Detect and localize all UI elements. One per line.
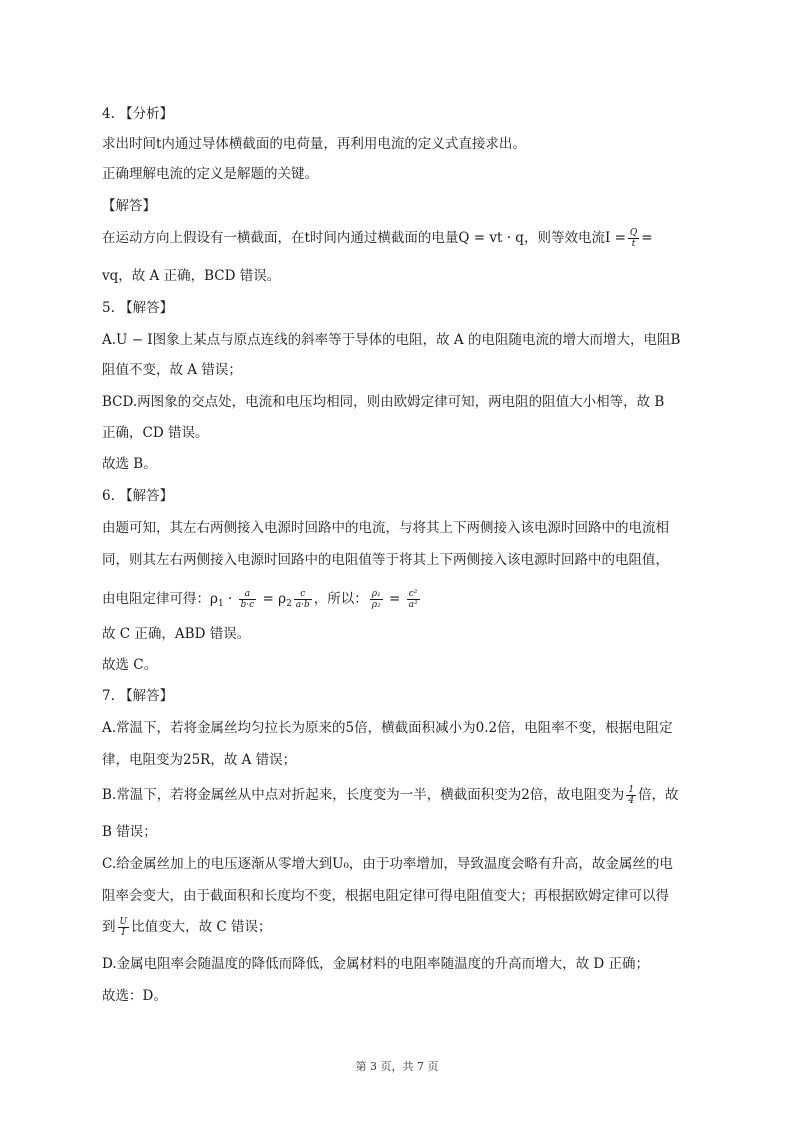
fraction-numerator: Q	[629, 228, 638, 238]
fraction-u-over-i	[118, 917, 130, 938]
q5-line-5: 故选 B。	[102, 456, 157, 472]
q4-heading: 4. 【分析】	[102, 106, 174, 122]
q5-line-3: BCD.两图象的交点处，电流和电压均相同，则由欧姆定律可知，两电阻的阻值大小相等，故 B	[102, 394, 665, 410]
q4-solution-text: 在运动方向上假设有一横截面，在t时间内通过横截面的电量Q = vt · q，则等效电流I =	[102, 230, 626, 246]
fraction-a-over-bc	[239, 589, 257, 610]
q7-line-9: 故选：D。	[102, 988, 167, 1004]
q4-analysis-line-2: 正确理解电流的定义是解题的关键。	[102, 166, 318, 182]
fraction-denominator: ρ₂	[371, 600, 381, 610]
q7-line-4: B 错误；	[102, 824, 157, 840]
q6-line-1: 由题可知，其左右两侧接入电源时回路中的电流，与将其上下两侧接入该电源时回路中的电流相	[102, 520, 669, 536]
fraction-c2-over-a2	[407, 589, 420, 610]
q7-line-5: C.给金属丝加上的电压逐渐从零增大到U₀，由于功率增加，导致温度会略有升高，故金属丝的电	[102, 856, 673, 872]
q6-line-2: 同，则其左右两侧接入电源时回路中的电阻值等于将其上下两侧接入该电源时回路中的电阻值，	[102, 552, 669, 568]
so-text: ，所以：	[313, 591, 368, 607]
q6-heading: 6. 【解答】	[102, 488, 174, 504]
q7-b-text: B.常温下，若将金属丝从中点对折起来，长度变为一半，横截面积变为2倍，故电阻变为	[102, 787, 625, 803]
subscript-1: 1	[217, 599, 224, 609]
q7-line-6: 阻率会变大，由于截面积和长度均不变，根据电阻定律可得电阻值变大；再根据欧姆定律可以得	[102, 888, 669, 904]
q4-solution-line-2: vq，故 A 正确，BCD 错误。	[102, 268, 281, 284]
fraction-denominator: t	[631, 239, 636, 249]
equals-rho: = ρ	[258, 591, 287, 607]
q7-line-1: A.常温下，若将金属丝均匀拉长为原来的5倍，横截面积减小为0.2倍，电阻率不变，根据电阻定	[102, 720, 673, 736]
q6-line-5: 故选 C。	[102, 657, 158, 673]
q5-line-1: A.U − I图象上某点与原点连线的斜率等于导体的电阻，故 A 的电阻随电流的增大而增大，电阻B	[102, 332, 681, 348]
fraction-numerator: c²	[407, 589, 420, 600]
formula-prefix: 由电阻定律可得：ρ	[102, 591, 218, 607]
q7-line-2: 律，电阻变为25R，故 A 错误；	[102, 752, 297, 768]
q6-line-4: 故 C 正确，ABD 错误。	[102, 626, 251, 642]
q6-formula-line	[102, 586, 702, 612]
q7-heading: 7. 【解答】	[102, 688, 174, 704]
fraction-denominator: b·c	[240, 600, 255, 610]
current-fraction	[628, 228, 639, 249]
q7-c-prefix: 到	[102, 919, 116, 935]
q7-b-tail: 倍，故	[638, 787, 679, 803]
dot-operator: ·	[223, 591, 237, 607]
fraction-numerator: a	[239, 589, 257, 600]
subscript-2: 2	[286, 599, 292, 609]
q5-line-4: 正确，CD 错误。	[102, 425, 209, 441]
fraction-denominator: 4	[628, 796, 635, 806]
q5-line-2: 阻值不变，故 A 错误；	[102, 362, 242, 378]
fraction-denominator: a·b	[295, 600, 310, 610]
fraction-numerator: c	[294, 589, 312, 600]
fraction-rho-ratio	[370, 589, 383, 610]
fraction-numerator: 1	[628, 785, 635, 795]
fraction-c-over-ab	[294, 589, 312, 610]
q4-solution-line-1	[102, 228, 702, 248]
fraction-denominator: I	[121, 928, 126, 938]
fraction-numerator: ρ₁	[371, 589, 381, 599]
page-footer: 第 3 页，共 7 页	[355, 1060, 439, 1073]
equals-sign: =	[641, 230, 653, 246]
q7-c-tail: 比值变大，故 C 错误；	[131, 919, 272, 935]
fraction-numerator: U	[119, 917, 128, 927]
fraction-one-quarter	[626, 785, 636, 806]
fraction-denominator: a²	[408, 600, 418, 610]
equals-sign: =	[384, 591, 405, 607]
q7-line-7	[102, 914, 702, 940]
q5-heading: 5. 【解答】	[102, 300, 174, 316]
q7-line-3	[102, 782, 702, 808]
q4-analysis-line-1: 求出时间t内通过导体横截面的电荷量，再利用电流的定义式直接求出。	[102, 136, 526, 152]
q7-line-8: D.金属电阻率会随温度的降低而降低，金属材料的电阻率随温度的升高而增大，故 D 正确；	[102, 956, 650, 972]
q4-solution-heading: 【解答】	[102, 198, 156, 214]
